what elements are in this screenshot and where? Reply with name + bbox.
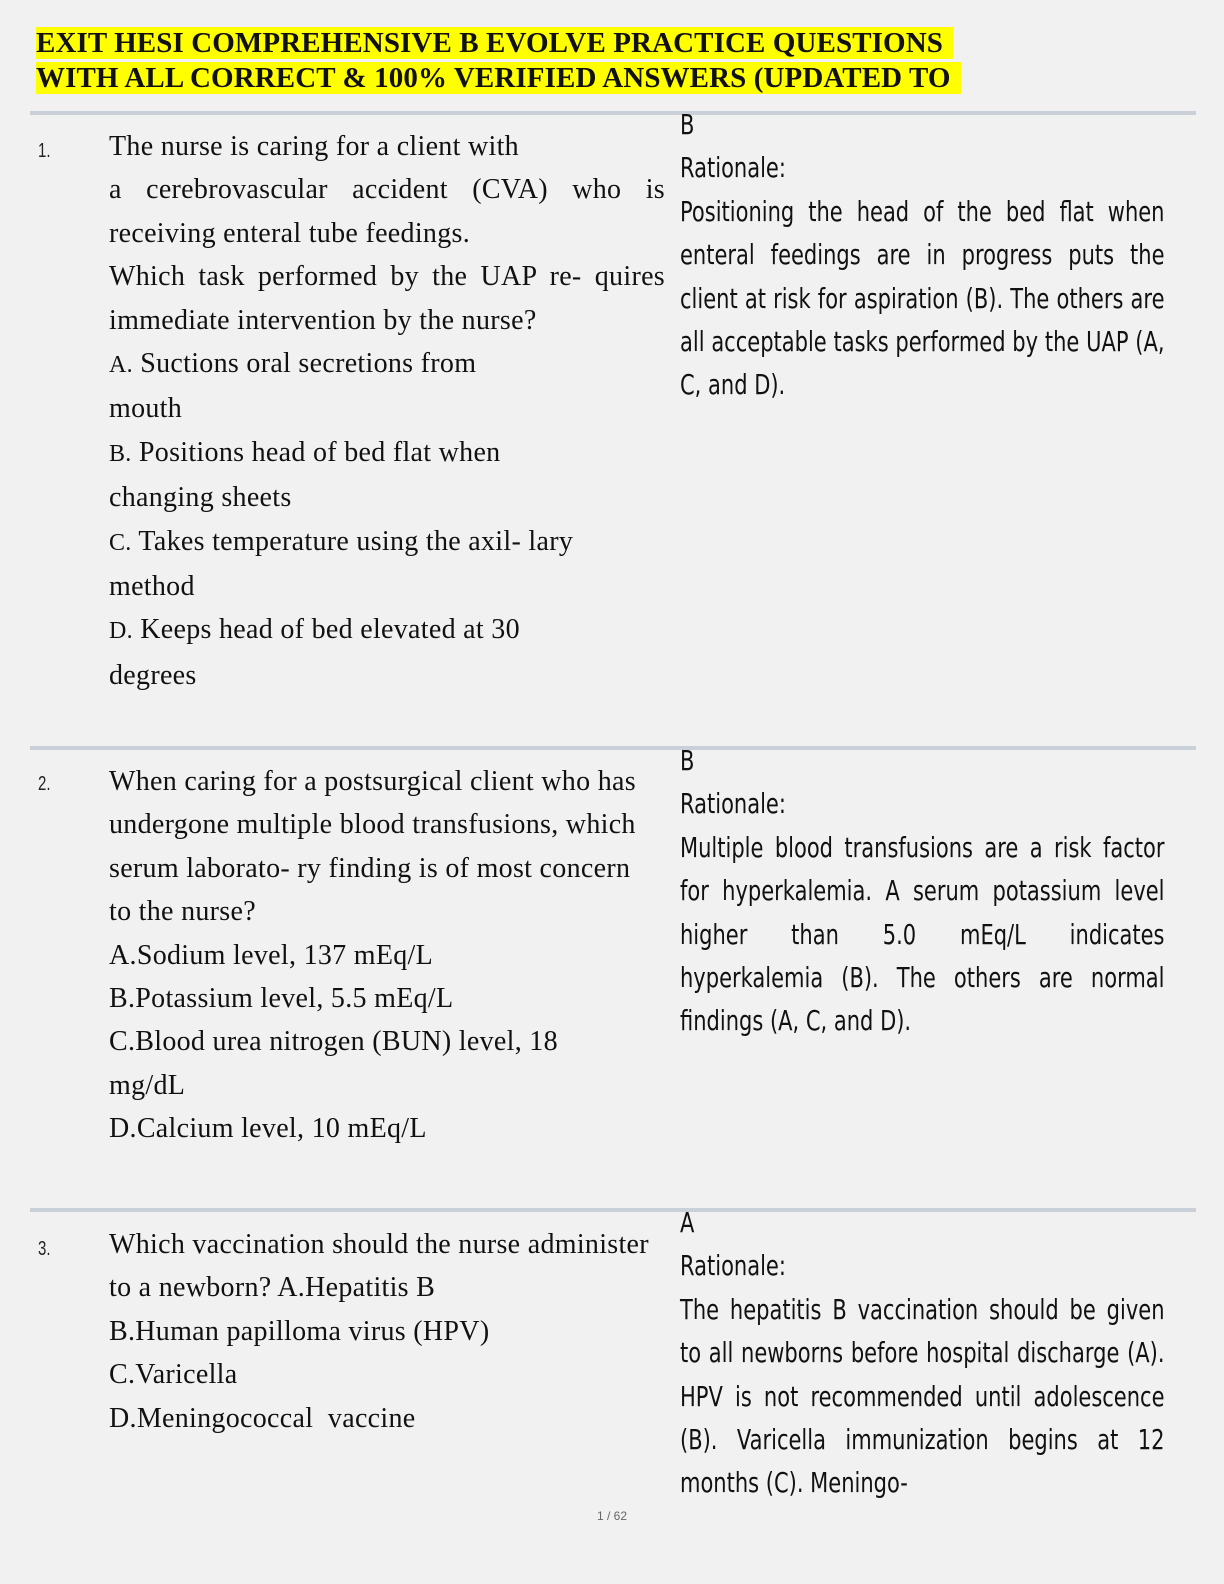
answer-option bbox=[109, 520, 639, 609]
answer-option bbox=[109, 608, 579, 697]
question-stem-line: The nurse is caring for a client with bbox=[109, 131, 519, 162]
answer-block bbox=[680, 1201, 1165, 1505]
question-1-text bbox=[109, 125, 665, 697]
option-letter: C. bbox=[109, 529, 132, 556]
question-number: 3. bbox=[38, 1238, 51, 1260]
correct-answer: B bbox=[680, 744, 695, 777]
answer-option: D.Calcium level, 10 mEq/L bbox=[109, 1113, 427, 1145]
option-letter: B. bbox=[109, 440, 132, 467]
answer-option bbox=[109, 342, 539, 431]
answer-block bbox=[680, 739, 1165, 1043]
question-2-text bbox=[109, 760, 639, 1151]
answer-option: C.Blood urea nitrogen (BUN) level, 18 mg/dL bbox=[109, 1026, 558, 1101]
rationale-text: The hepatitis B vaccination should be given to all newborns before hospital discharge (A). HPV is not recommended until adolescence (B). Varicella immunization begins at 12 months (C). Meningo- bbox=[680, 1292, 1165, 1500]
correct-answer: A bbox=[680, 1206, 695, 1239]
answer-option: C.Varicella bbox=[109, 1359, 238, 1391]
answer-block bbox=[680, 103, 1165, 407]
option-text: Suctions oral secretions from mouth bbox=[109, 348, 477, 425]
question-number: 1. bbox=[38, 140, 51, 162]
rationale-label: Rationale: bbox=[680, 787, 786, 821]
option-text: Keeps head of bed elevated at 30 degrees bbox=[109, 614, 520, 691]
question-stem: a cerebrovascular accident (CVA) who is receiving enteral tube feedings. bbox=[109, 174, 665, 249]
answer-option bbox=[109, 431, 569, 520]
rationale-label: Rationale: bbox=[680, 151, 786, 185]
rationale-label: Rationale: bbox=[680, 1249, 786, 1283]
title-line-2: WITH ALL CORRECT & 100% VERIFIED ANSWERS (UPDATED TO bbox=[36, 62, 961, 94]
document-title bbox=[36, 26, 1046, 96]
page-number: 1 / 62 bbox=[596, 1509, 628, 1523]
question-prompt: Which task performed by the UAP re- quires immediate intervention by the nurse? bbox=[109, 261, 665, 336]
title-line-1: EXIT HESI COMPREHENSIVE B EVOLVE PRACTICE QUESTIONS bbox=[36, 27, 953, 59]
option-text: Positions head of bed flat when changing sheets bbox=[109, 436, 501, 514]
correct-answer: B bbox=[680, 108, 695, 141]
option-text: Takes temperature using the axil- lary method bbox=[109, 525, 574, 603]
answer-option: D.Meningococcal vaccine bbox=[109, 1402, 416, 1434]
question-number: 2. bbox=[38, 773, 51, 795]
option-letter: D. bbox=[109, 618, 133, 645]
answer-option: B.Human papilloma virus (HPV) bbox=[109, 1315, 490, 1347]
question-stem: When caring for a postsurgical client who has undergone multiple blood transfusions, which serum laborato- ry finding is of most concern to the nurse? bbox=[109, 766, 636, 928]
answer-option: A.Sodium level, 137 mEq/L bbox=[109, 939, 434, 971]
option-letter: A. bbox=[109, 352, 133, 379]
rationale-text: Positioning the head of the bed flat when enteral feedings are in progress puts the client at risk for aspiration (B). The others are all acceptable tasks performed by the UAP (A, C, and D). bbox=[680, 194, 1165, 402]
rationale-text: Multiple blood transfusions are a risk factor for hyperkalemia. A serum potassium level higher than 5.0 mEq/L indicates hyperkalemia (B). The others are normal findings (A, C, and D). bbox=[680, 830, 1165, 1038]
question-stem: Which vaccination should the nurse administer to a newborn? A.Hepatitis B bbox=[109, 1229, 649, 1304]
question-3-text bbox=[109, 1223, 649, 1440]
answer-option: B.Potassium level, 5.5 mEq/L bbox=[109, 983, 454, 1015]
